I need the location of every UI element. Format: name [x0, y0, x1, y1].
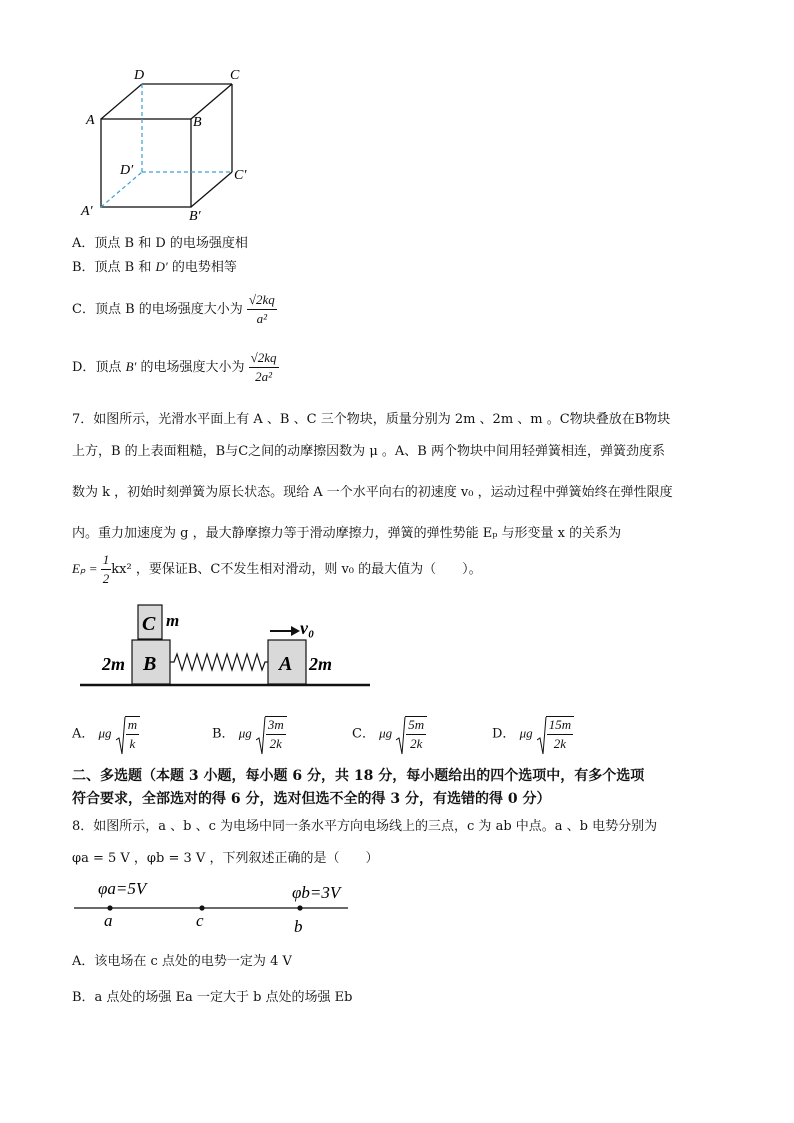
phi-b-label: φb=3V [292, 883, 341, 902]
q7-option-b-num: 3m [266, 717, 286, 735]
point-b [297, 905, 302, 910]
q7-option-a [72, 716, 140, 752]
q7-line-3: 数为 k ，初始时刻弹簧为原长状态。现给 A 一个水平向右的初速度 v₀ ，运动过程中弹簧始终在弹性限度 [72, 485, 673, 500]
velocity-arrowhead [291, 626, 300, 636]
q6-option-d-fraction [249, 350, 279, 385]
q8-option-a: A．该电场在 c 点处的电势一定为 4 V [72, 954, 292, 969]
vertex-C: C [230, 68, 240, 83]
q8-line-1: 8．如图所示，a 、b 、c 为电场中同一条水平方向电场线上的三点，c 为 ab 中点。a 、b 电势分别为 [72, 819, 658, 834]
q7-option-c-pre: μg [379, 725, 393, 741]
q7-line-4: 内。重力加速度为 g ，最大静摩擦力等于滑动摩擦力，弹簧的弹性势能 Eₚ 与形变量 x 的关系为 [72, 526, 622, 541]
q7-half-fraction [101, 552, 112, 587]
q8-line-2: φa = 5 V ，φb = 3 V ，下列叙述正确的是（ ） [72, 851, 379, 866]
q7-option-d-sqrt [537, 716, 574, 752]
vertex-B: B [193, 115, 202, 130]
q7-option-b [212, 716, 287, 752]
q7-line-2: 上方，B 的上表面粗糙，B与C之间的动摩擦因数为 μ 。A、B 两个物块中间用轻弹簧相连，弹簧劲度系 [72, 444, 665, 459]
label-a: a [104, 911, 113, 930]
label-b: b [294, 917, 303, 936]
q7-option-c [352, 716, 427, 752]
q6-option-d [72, 350, 279, 385]
block-c-label: C [142, 613, 156, 635]
q7-ep: Eₚ = [72, 561, 101, 576]
q8-option-b: B．a 点处的场强 Ea 一定大于 b 点处的场强 Eb [72, 990, 353, 1005]
point-a [107, 905, 112, 910]
q7-option-d [492, 716, 574, 752]
section-2-heading-line-1: 二、多选题（本题 3 小题，每小题 6 分，共 18 分，每小题给出的四个选项中，有多个选项 [72, 768, 645, 784]
q7-option-b-den: 2k [269, 736, 282, 751]
q6-option-c-fraction [247, 292, 277, 327]
point-c [199, 905, 204, 910]
q6-option-c-pre: C．顶点 B 的电场强度大小为 [72, 302, 247, 317]
q6-option-a: A．顶点 B 和 D 的电场强度相 [72, 236, 248, 251]
q7-line-5 [72, 552, 482, 587]
section-2-heading-line-2: 符合要求，全部选对的得 6 分，选对但选不全的得 3 分，有选错的得 0 分） [72, 791, 551, 807]
q7-option-a-sqrt [116, 716, 140, 752]
field-line-figure [70, 872, 360, 937]
block-b-mass: 2m [102, 654, 126, 674]
vertex-A: A [86, 113, 95, 128]
q7-option-a-pre: μg [98, 725, 112, 741]
q6-option-b-pre: B．顶点 B 和 [72, 260, 156, 275]
q7-half-num: 1 [101, 552, 112, 570]
q6-option-b-var: D′ [155, 259, 168, 274]
block-c-mass: m [166, 611, 180, 630]
label-c: c [196, 911, 204, 930]
velocity-label: v₀ [300, 618, 315, 638]
vertex-A1: A′ [81, 204, 93, 219]
block-b-label: B [143, 653, 157, 675]
q7-option-d-pre: μg [519, 725, 533, 741]
vertex-D: D [134, 68, 145, 83]
q7-line-5-post: kx² ，要保证B、C不发生相对滑动，则 v₀ 的最大值为（ ）。 [111, 562, 482, 577]
block-a-label: A [279, 653, 293, 675]
q7-line-1: 7．如图所示，光滑水平面上有 A 、B 、C 三个物块，质量分别为 2m 、2m 、m 。C物块叠放在B物块 [72, 412, 671, 427]
q7-option-a-num: m [126, 717, 139, 735]
vertex-C1: C′ [234, 168, 247, 183]
q7-option-a-label: A． [72, 726, 95, 742]
q7-option-c-den: 2k [410, 736, 423, 751]
q6-option-c-den: a² [256, 311, 268, 326]
q6-option-c-num: √2kq [247, 292, 277, 310]
vertex-D1: D′ [120, 163, 134, 178]
q7-option-b-label: B． [212, 726, 235, 742]
q7-option-c-num: 5m [406, 717, 426, 735]
q7-option-a-den: k [129, 736, 136, 751]
q6-option-d-pre: D．顶点 [72, 360, 126, 375]
cube-figure [72, 62, 272, 227]
q7-option-b-pre: μg [238, 725, 252, 741]
block-a-mass: 2m [309, 654, 333, 674]
q7-half-den: 2 [102, 571, 110, 586]
q6-option-c [72, 292, 277, 327]
q6-option-b [72, 256, 237, 275]
q7-option-d-den: 2k [553, 736, 567, 751]
cube-front-face [101, 119, 191, 207]
q7-option-c-label: C． [352, 726, 375, 742]
q6-option-d-var: B′ [125, 359, 137, 374]
q6-option-d-num: √2kq [249, 350, 279, 368]
spring-blocks-figure [78, 600, 378, 692]
phi-a-label: φa=5V [98, 879, 147, 898]
q7-option-d-num: 15m [547, 717, 573, 735]
q7-option-d-label: D． [492, 726, 516, 742]
q6-option-b-post: 的电势相等 [167, 260, 237, 275]
q7-option-c-sqrt [396, 716, 427, 752]
q7-option-b-sqrt [256, 716, 287, 752]
q6-option-d-mid: 的电场强度大小为 [136, 360, 249, 375]
q6-option-d-den: 2a² [255, 369, 273, 384]
spring [170, 654, 268, 670]
vertex-B1: B′ [189, 209, 201, 224]
